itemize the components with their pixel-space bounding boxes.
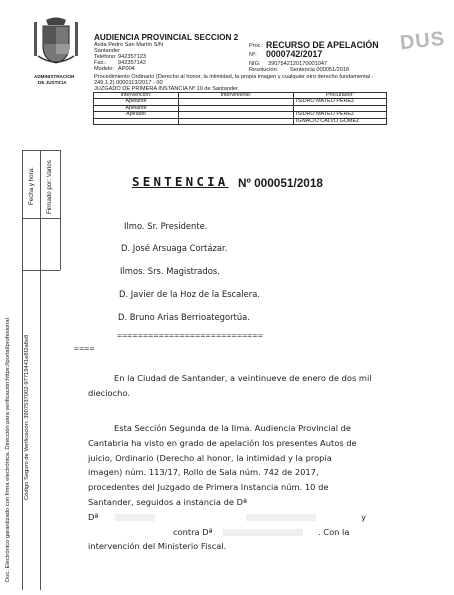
table-row xyxy=(94,118,387,124)
codigo-seguro-text: Código Seguro de Verificación: 3907537002-97719441e8f2a8e8 xyxy=(24,334,30,500)
separator-tail: ==== xyxy=(74,344,95,353)
table-header-procurador: Procurador: xyxy=(294,93,387,99)
paragraph-main xyxy=(88,421,388,554)
judge-line-3: Ilmos. Srs. Magistrados. xyxy=(120,266,220,276)
admin-label-line2: DE JUSTICIA xyxy=(38,80,67,85)
proc-label: Proc.: xyxy=(249,43,264,49)
n-value: 0000742/2017 xyxy=(266,49,323,59)
table-cell-role: Apelante xyxy=(94,99,179,105)
resolucion-value: Sentencia 000051/2018 xyxy=(290,67,350,73)
margin-rule-inner xyxy=(22,150,23,590)
paragraph-date xyxy=(88,371,386,401)
margin-rule-outer xyxy=(40,150,41,590)
gray-stamp: DUS xyxy=(398,27,447,55)
nig-label: NIG: xyxy=(249,61,261,67)
para2-line-6: Santander, seguidos a instancia de Dª xyxy=(88,496,247,507)
court-name: AUDIENCIA PROVINCIAL SECCION 2 xyxy=(94,33,239,42)
table-header-intervencion: Intervención: xyxy=(94,93,179,99)
table-cell-role: Apelado xyxy=(94,112,179,118)
para2-line-4: imagen) núm. 113/17, Rollo de Sala núm. 742 de 2017, xyxy=(88,467,319,478)
para2-line-1: Esta Sección Segunda de la Ilma. Audiencia Provincial de xyxy=(114,423,352,433)
para2-line-7 xyxy=(88,510,388,525)
para2-line-2: Cantabria ha visto en grado de apelación los presentes Autos de xyxy=(88,437,357,448)
para2-line-3: juicio, Ordinario (Derecho al honor, la intimidad y la propia xyxy=(88,452,332,463)
margin-hline-2 xyxy=(22,218,60,219)
redacted-name xyxy=(115,514,155,521)
juzgado-line: JUZGADO DE PRIMERA INSTANCIA Nº 10 de Santander xyxy=(94,86,239,92)
redacted-name xyxy=(246,514,316,521)
n-label: Nº: xyxy=(249,52,257,58)
paragraph-date-text: En la Ciudad de Santander, a veintinueve de enero de dos mil dieciocho. xyxy=(88,373,372,398)
para2-line-8-end: . Con la xyxy=(318,526,350,537)
fax-label: Fax.: xyxy=(94,60,107,66)
document-title-number: Nº 000051/2018 xyxy=(238,176,323,190)
court-address-line2: Santander xyxy=(94,48,120,54)
telefono-value: 942357123 xyxy=(118,54,146,60)
nig-value: 3907542120170001047 xyxy=(268,61,328,67)
fecha-hora: Fecha y hora: xyxy=(28,167,35,205)
redacted-name xyxy=(223,529,303,536)
admin-label-line1: ADMINISTRACION xyxy=(34,74,75,79)
margin-hline-1 xyxy=(22,150,60,151)
firmado-por: Firmado por: Varios xyxy=(46,160,53,214)
fax-value: 942357142 xyxy=(118,60,146,66)
para2-line-5: procedentes del Juzgado de Primera Instancia núm. 10 de xyxy=(88,482,329,493)
para2-line-9: intervención del Ministerio Fiscal. xyxy=(88,541,227,552)
judge-line-2: D. José Arsuaga Cortázar. xyxy=(121,243,228,253)
para2-line-8 xyxy=(88,525,388,540)
judge-line-4: D. Javier de la Hoz de la Escalera. xyxy=(119,289,261,299)
table-header-interviniente: Interviniente: xyxy=(179,93,294,99)
table-cell-procurador: IGNACIO CALVO GÓMEZ xyxy=(294,118,387,124)
margin-rule-right xyxy=(60,150,61,270)
resolucion-label: Resolución: xyxy=(249,67,279,73)
table-cell-interviniente xyxy=(179,118,294,124)
table-cell-role: Apelante xyxy=(94,105,179,111)
procedimiento-line2: 249.1.2) 0000113/2017 - 00 xyxy=(94,80,163,86)
coat-of-arms-logo xyxy=(30,16,82,72)
para2-line-7-start: Dª xyxy=(88,511,99,522)
doc-electronico-text: Doc. Electrónico garantizado con firma electrónica. Dirección para verificación:https://portal/profesional xyxy=(5,318,11,582)
table-cell-procurador: ISIDRO MATEO PÉREZ xyxy=(294,99,387,105)
procedimiento-line1: Procedimiento Ordinario (Derecho al honor, la intimidad, la propia imagen y cualquier otro derecho fundamental - xyxy=(94,74,374,80)
document-title-word: SENTENCIA xyxy=(132,174,229,189)
para2-line-8-start: contra Dª xyxy=(173,526,213,537)
judge-line-1: Ilmo. Sr. Presidente. xyxy=(124,221,208,231)
proc-value: RECURSO DE APELACIÓN xyxy=(266,40,379,50)
modelo-label: Modelo: xyxy=(94,66,114,72)
table-cell-procurador: ISIDRO MATEO PÉREZ xyxy=(294,112,387,118)
separator-line: ============================ xyxy=(117,331,264,340)
para2-line-7-end: y xyxy=(361,511,366,522)
parties-table xyxy=(93,92,387,125)
court-address-line1: Avda Pedro San Martín S/N xyxy=(94,42,163,48)
telefono-label: Teléfono: xyxy=(94,54,117,60)
judge-line-5: D. Bruno Arias Berrioategortúa. xyxy=(118,312,250,322)
table-cell-role xyxy=(94,118,179,124)
modelo-value: AP004 xyxy=(118,66,135,72)
margin-hline-3 xyxy=(22,270,60,271)
